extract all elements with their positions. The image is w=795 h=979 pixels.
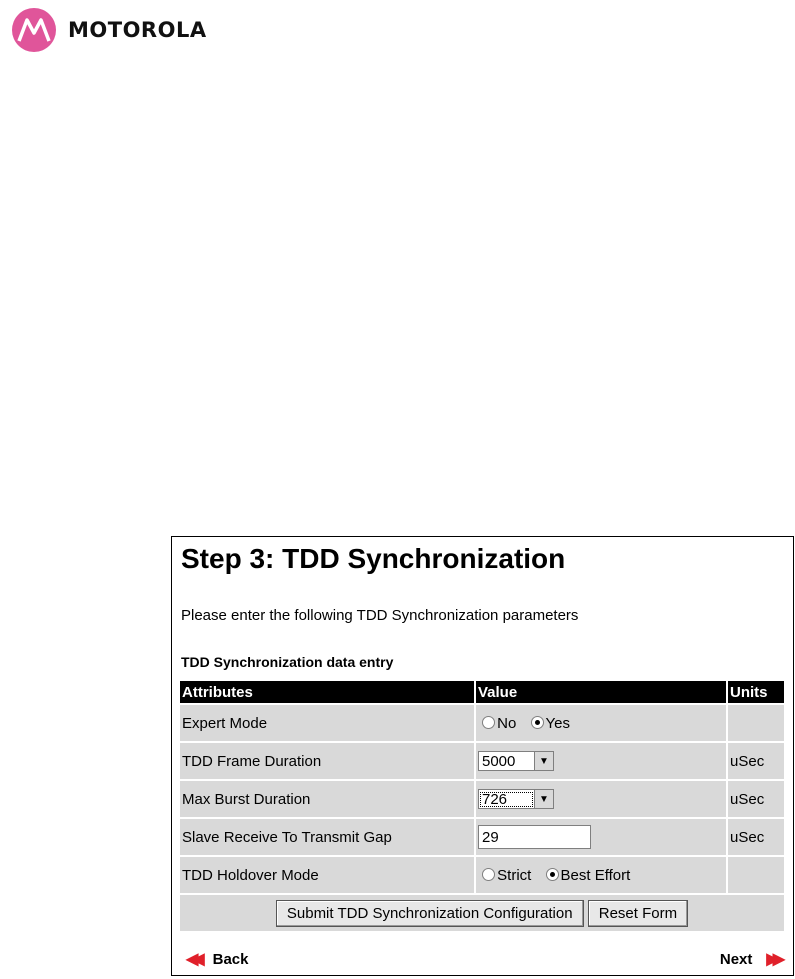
radio-label: Best Effort xyxy=(560,866,631,884)
next-link[interactable] xyxy=(720,949,779,969)
radio-label: Yes xyxy=(545,714,571,732)
holdover-strict-radio[interactable] xyxy=(482,868,495,881)
row-label: Slave Receive To Transmit Gap xyxy=(180,819,474,855)
radio-label: Strict xyxy=(497,866,532,884)
chevron-down-icon[interactable]: ▼ xyxy=(534,790,553,808)
table-row xyxy=(180,743,784,779)
submit-button[interactable]: Submit TDD Synchronization Configuration xyxy=(276,900,584,927)
max-burst-duration-select[interactable] xyxy=(478,789,554,809)
holdover-mode-radios xyxy=(476,857,726,893)
holdover-best-effort-radio[interactable] xyxy=(546,868,559,881)
tdd-sync-panel xyxy=(171,536,794,976)
select-value: 726 xyxy=(479,791,534,808)
back-link[interactable] xyxy=(186,949,248,969)
row-units xyxy=(728,705,784,741)
brand-name: MOTOROLA xyxy=(68,18,207,42)
table-row xyxy=(180,781,784,817)
expert-mode-no-radio[interactable] xyxy=(482,716,495,729)
reset-form-button[interactable]: Reset Form xyxy=(588,900,688,927)
chevron-down-icon[interactable]: ▼ xyxy=(534,752,553,770)
row-units: uSec xyxy=(728,743,784,779)
row-units: uSec xyxy=(728,781,784,817)
page-title: Step 3: TDD Synchronization xyxy=(181,543,566,574)
table-row xyxy=(180,819,784,855)
header-value: Value xyxy=(476,681,726,703)
expert-mode-radios xyxy=(476,705,726,741)
select-value: 5000 xyxy=(482,752,516,770)
section-title: TDD Synchronization data entry xyxy=(181,654,394,670)
row-label: TDD Holdover Mode xyxy=(180,857,474,893)
row-label: TDD Frame Duration xyxy=(180,743,474,779)
double-arrow-right-icon: ▶▶ xyxy=(766,951,779,968)
motorola-batwing-icon xyxy=(12,8,56,52)
button-row xyxy=(180,895,784,931)
tdd-sync-table xyxy=(178,679,786,933)
expert-mode-yes-radio[interactable] xyxy=(531,716,544,729)
motorola-logo xyxy=(12,8,207,52)
header-attributes: Attributes xyxy=(180,681,474,703)
intro-text: Please enter the following TDD Synchronization parameters xyxy=(181,607,579,624)
header-units: Units xyxy=(728,681,784,703)
back-label: Back xyxy=(212,950,249,968)
next-label: Next xyxy=(719,950,753,968)
double-arrow-left-icon: ◀◀ xyxy=(186,951,199,968)
tdd-frame-duration-select[interactable] xyxy=(478,751,554,771)
table-row xyxy=(180,705,784,741)
row-label: Expert Mode xyxy=(180,705,474,741)
slave-rx-tx-gap-input[interactable] xyxy=(478,825,591,849)
radio-label: No xyxy=(497,714,517,732)
row-units xyxy=(728,857,784,893)
row-units: uSec xyxy=(728,819,784,855)
table-row xyxy=(180,857,784,893)
row-label: Max Burst Duration xyxy=(180,781,474,817)
